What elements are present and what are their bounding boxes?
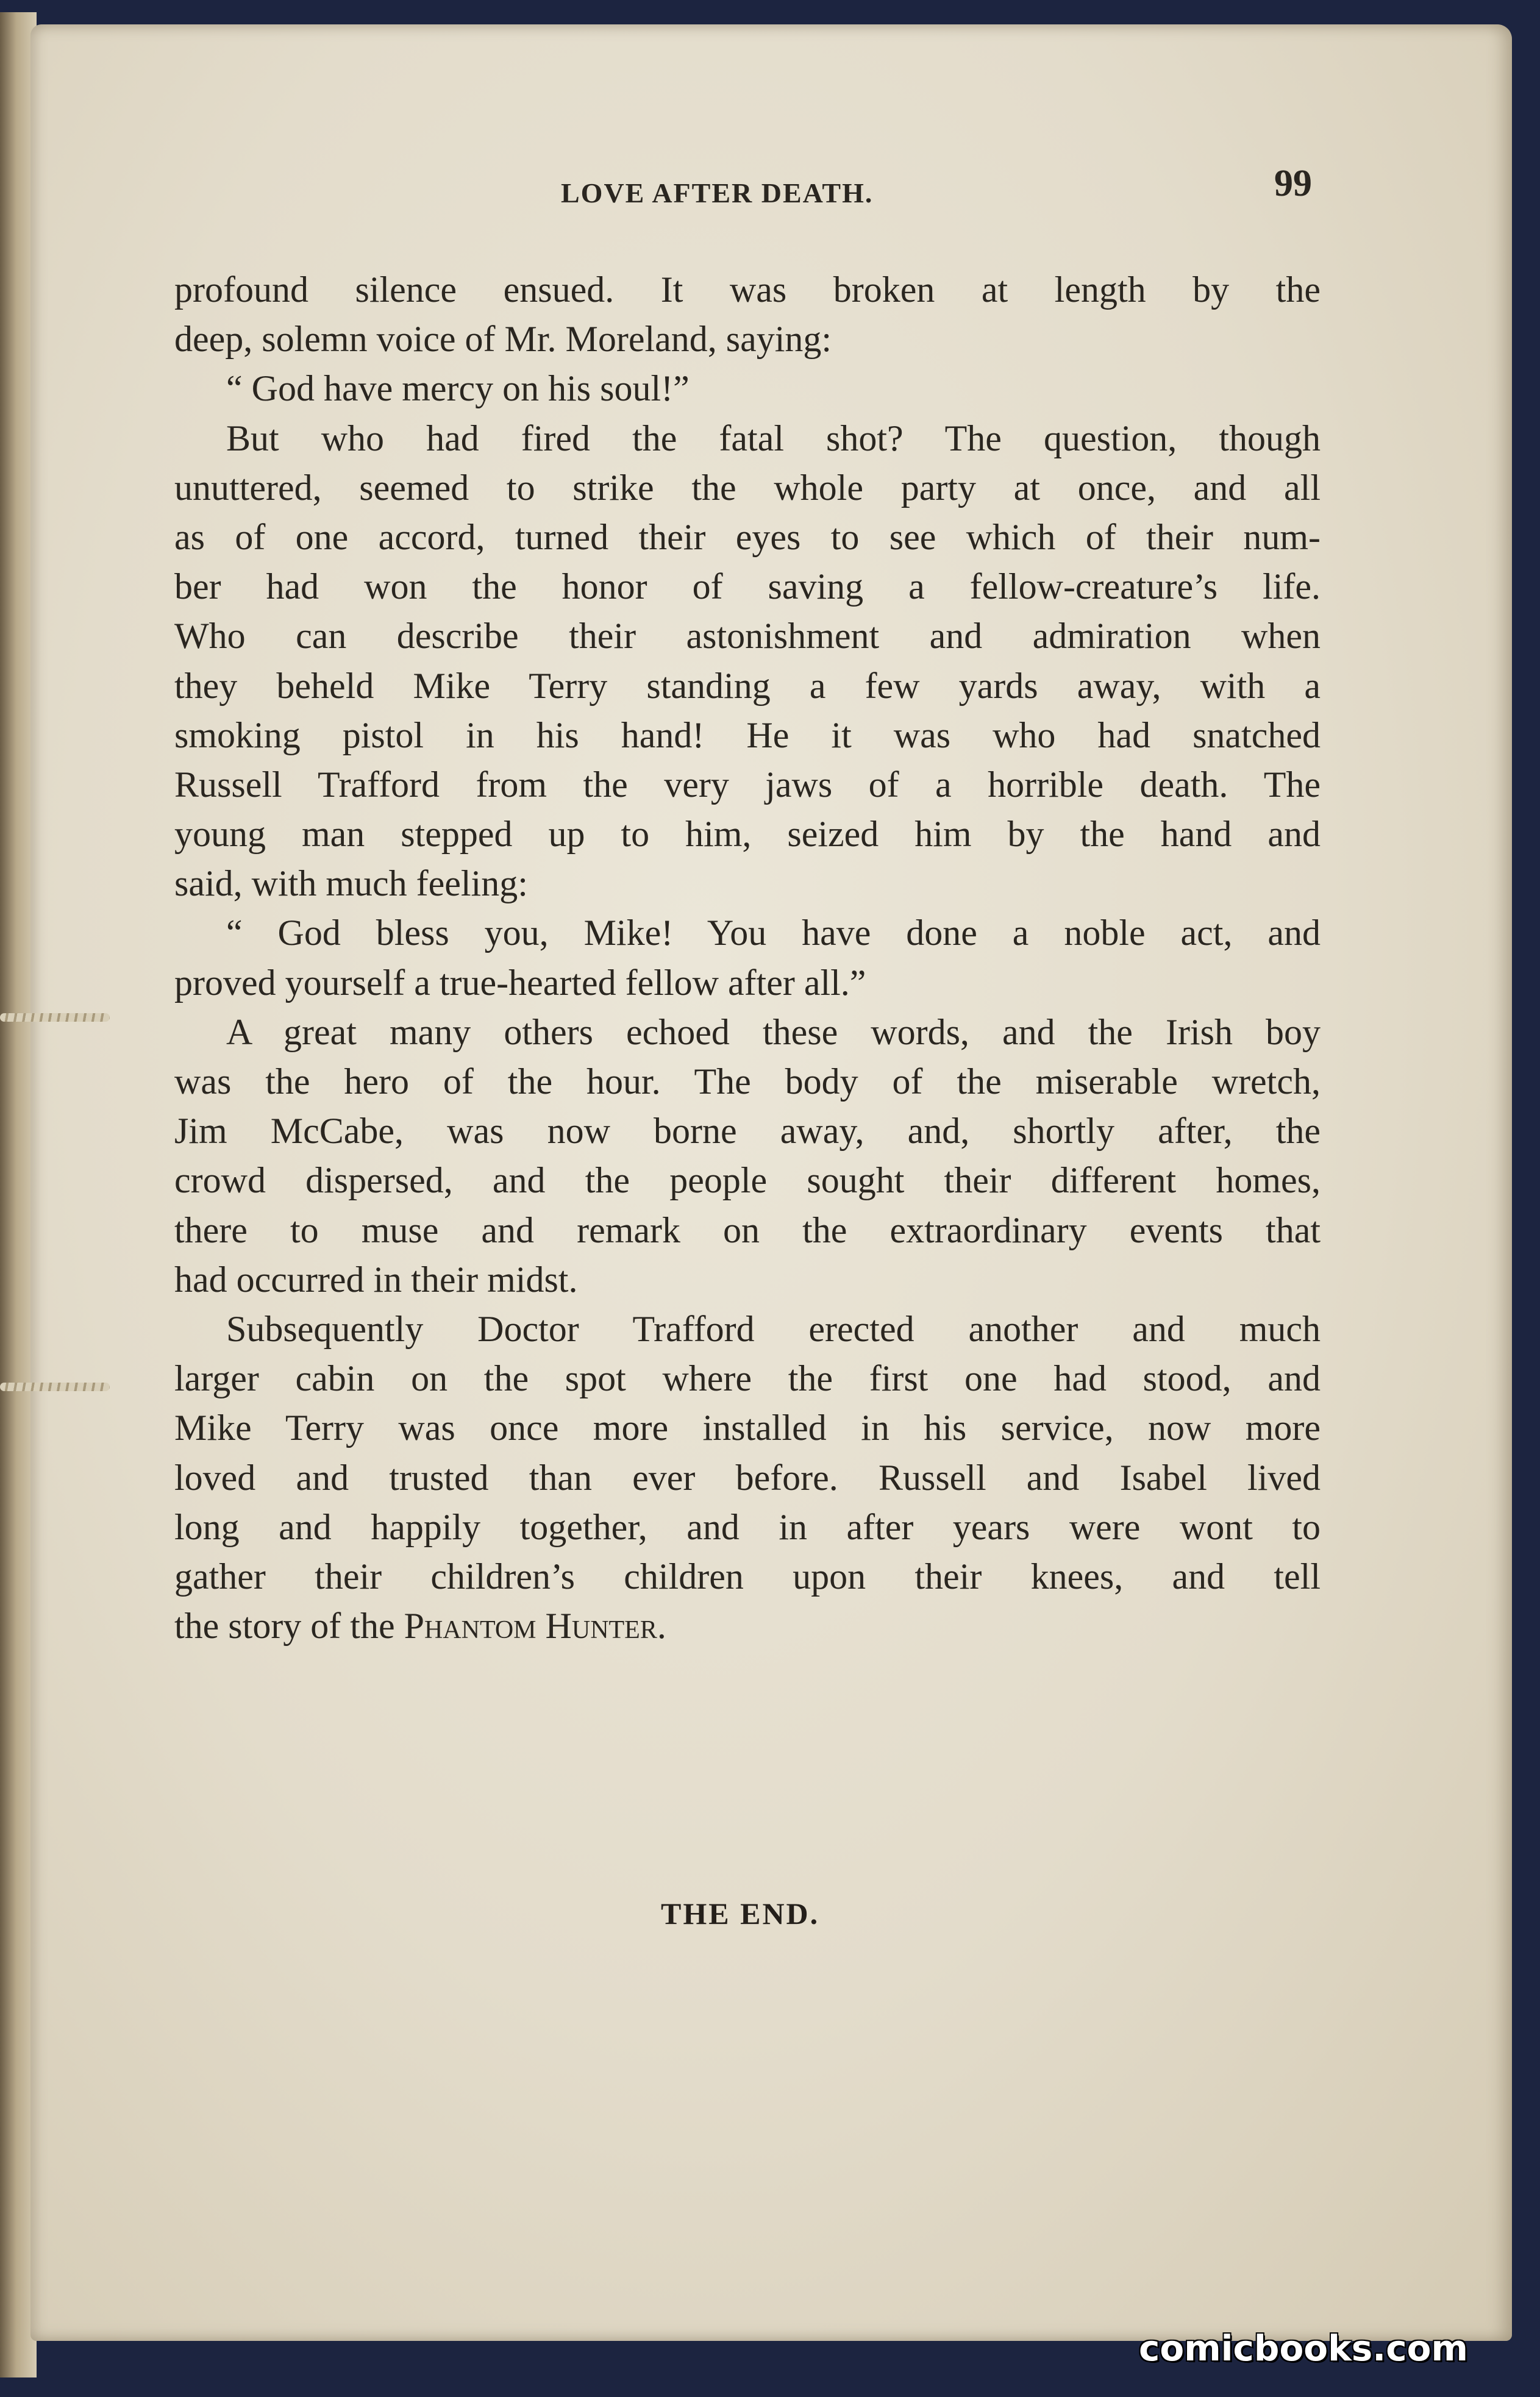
text-line-content: unuttered, seemed to strike the whole party at once, and all: [174, 467, 1321, 508]
text-line-content: Mike Terry was once more installed in his service, now more: [174, 1408, 1321, 1448]
text-line: [174, 1453, 1321, 1503]
text-line-content: ber had won the honor of saving a fellow-creature’s life.: [174, 566, 1321, 607]
text-line: [174, 1305, 1321, 1354]
text-line-content: had occurred in their midst.: [174, 1259, 578, 1300]
text-line: [174, 562, 1321, 611]
text-line: [174, 711, 1321, 760]
text-line: [174, 1503, 1321, 1552]
the-end-mark: THE END.: [661, 1897, 820, 1931]
text-line-content: long and happily together, and in after years were wont to: [174, 1506, 1321, 1547]
text-line-content: Subsequently Doctor Trafford erected another and much: [226, 1308, 1321, 1349]
text-line: [174, 414, 1321, 463]
text-line-content: was the hero of the hour. The body of the miserable wretch,: [174, 1061, 1321, 1102]
small-caps-title: Phantom Hunter: [404, 1606, 657, 1647]
text-line: [174, 1552, 1321, 1601]
text-line-content: proved yourself a true-hearted fellow after all.”: [174, 962, 866, 1003]
text-line: [174, 908, 1321, 958]
text-line: [174, 859, 1321, 908]
text-line: [174, 1255, 1321, 1305]
text-line-content: profound silence ensued. It was broken at length by the: [174, 269, 1321, 310]
text-line-content: as of one accord, turned their eyes to see which of their num-: [174, 516, 1321, 557]
text-line: [174, 760, 1321, 810]
text-line-content: young man stepped up to him, seized him by the hand and: [174, 814, 1321, 855]
text-line-content: deep, solemn voice of Mr. Moreland, saying:: [174, 319, 832, 360]
text-line: [174, 1206, 1321, 1255]
text-line: [174, 1057, 1321, 1106]
text-line-content: loved and trusted than ever before. Russell and Isabel lived: [174, 1457, 1321, 1498]
book-page: [30, 24, 1512, 2341]
text-line-content: But who had fired the fatal shot? The question, though: [226, 418, 1321, 458]
text-line: [174, 265, 1321, 315]
binding-stitch: [0, 1383, 110, 1391]
text-line-content: “ God have mercy on his soul!”: [226, 368, 690, 409]
text-line: [174, 1403, 1321, 1453]
binding-stitch: [0, 1013, 110, 1022]
text-line: [174, 1106, 1321, 1156]
text-line-content: Jim McCabe, was now borne away, and, shortly after, the: [174, 1111, 1321, 1152]
text-line: [174, 661, 1321, 711]
watermark: comicbooks.com: [1139, 2328, 1468, 2369]
text-line: [174, 463, 1321, 513]
text-line: [174, 1156, 1321, 1205]
text-line: [174, 611, 1321, 661]
text-line: [174, 315, 1321, 364]
text-line: [174, 513, 1321, 562]
text-line-content: there to muse and remark on the extraordinary events that: [174, 1209, 1321, 1250]
text-line-content: they beheld Mike Terry standing a few yards away, with a: [174, 665, 1321, 706]
text-line-content: crowd dispersed, and the people sought their different homes,: [174, 1160, 1321, 1201]
text-line: [174, 958, 1321, 1008]
running-head: LOVE AFTER DEATH.: [561, 177, 874, 208]
text-line-content: the story of the: [174, 1606, 404, 1647]
text-line-content: smoking pistol in his hand! He it was who had snatched: [174, 714, 1321, 755]
page-number: 99: [1274, 163, 1312, 204]
text-line: [174, 810, 1321, 859]
text-line: [174, 1354, 1321, 1403]
text-line: [174, 1601, 1321, 1651]
text-line-content: A great many others echoed these words, and the Irish boy: [226, 1011, 1321, 1052]
text-line-content: Who can describe their astonishment and admiration when: [174, 616, 1321, 657]
text-line: [174, 1008, 1321, 1057]
text-line-content: Russell Trafford from the very jaws of a horrible death. The: [174, 764, 1321, 805]
text-line: [174, 364, 1321, 413]
text-line-content: larger cabin on the spot where the first one had stood, and: [174, 1358, 1321, 1399]
text-line-content: gather their children’s children upon their knees, and tell: [174, 1556, 1321, 1597]
trailing-punctuation: .: [657, 1606, 666, 1647]
body-text: [174, 265, 1321, 1651]
text-line-content: “ God bless you, Mike! You have done a noble act, and: [226, 913, 1321, 953]
text-line-content: said, with much feeling:: [174, 863, 528, 904]
